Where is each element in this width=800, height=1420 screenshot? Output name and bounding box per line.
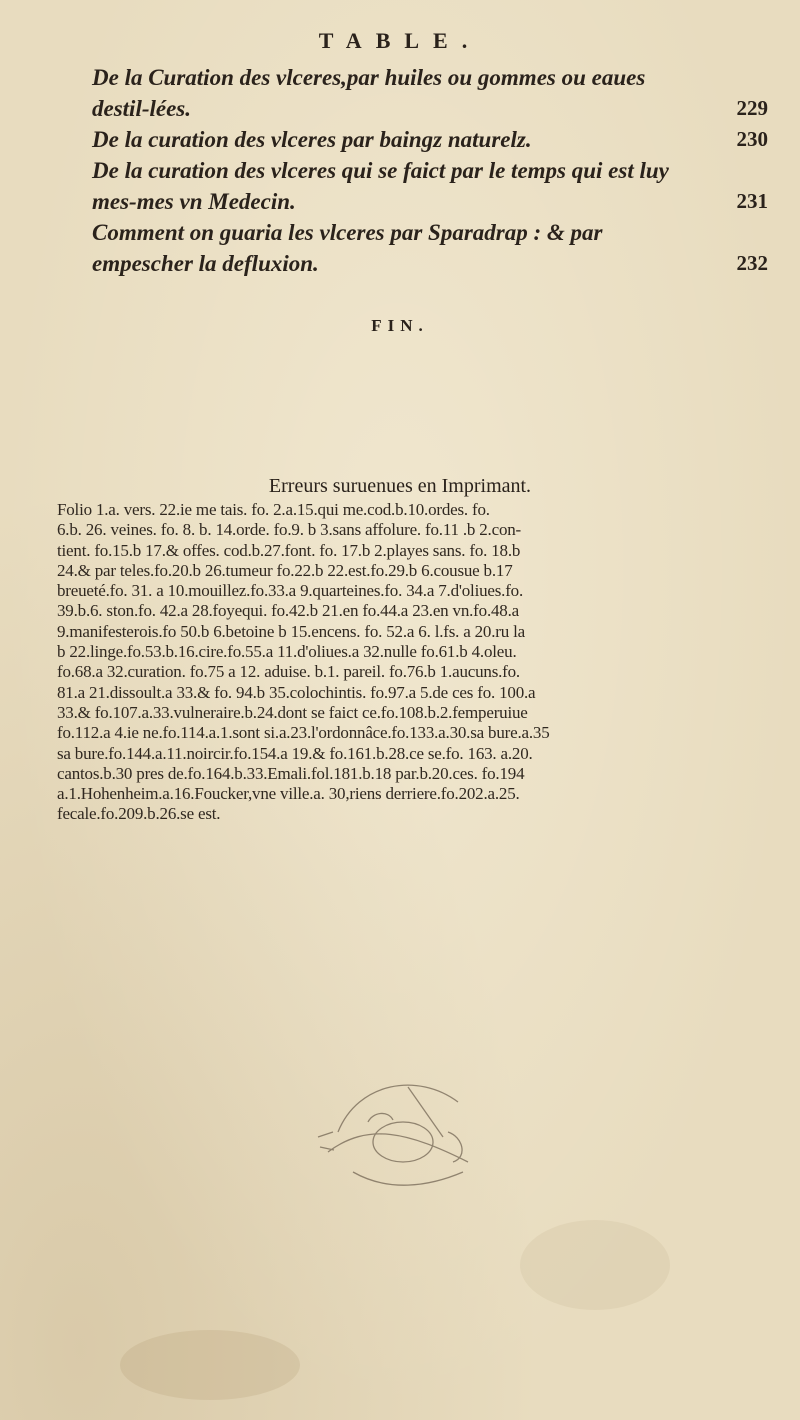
errata-line: cantos.b.30 pres de.fo.164.b.33.Emali.fol.181.b.18 par.b.20.ces. fo.194 <box>57 763 525 783</box>
running-head: TABLE. <box>318 28 482 53</box>
errata-line: 39.b.6. ston.fo. 42.a 28.foyequi. fo.42.b 21.en fo.44.a 23.en vn.fo.48.a <box>57 601 519 621</box>
errata-line: 33.& fo.107.a.33.vulneraire.b.24.dont se faict ce.fo.108.b.2.femperuiue <box>57 702 528 722</box>
errata-line: sa bure.fo.144.a.11.noircir.fo.154.a 19.& fo.161.b.28.ce se.fo. 163. a.20. <box>57 743 533 763</box>
errata-list <box>57 500 769 825</box>
fin-marker: FIN. <box>371 316 429 335</box>
errata-line: a.1.Hohenheim.a.16.Foucker,vne ville.a. 30,riens derriere.fo.202.a.25. <box>57 784 520 804</box>
errata-line: 24.& par teles.fo.20.b 26.tumeur fo.22.b 22.est.fo.29.b 6.cousue b.17 <box>57 560 513 580</box>
page-stain <box>120 1330 300 1400</box>
table-of-contents <box>54 62 768 279</box>
toc-entry <box>54 155 768 217</box>
errata-line: tient. fo.15.b 17.& offes. cod.b.27.font. fo. 17.b 2.playes sans. fo. 18.b <box>57 540 521 560</box>
errata-line: b 22.linge.fo.53.b.16.cire.fo.55.a 11.d'oliues.a 32.nulle fo.61.b 4.oleu. <box>57 642 517 662</box>
errata-line: 9.manifesterois.fo 50.b 6.betoine b 15.encens. fo. 52.a 6. l.fs. a 20.ru la <box>57 621 525 641</box>
errata-line: fo.112.a 4.ie ne.fo.114.a.1.sont si.a.23.l'ordonnâce.fo.133.a.30.sa bure.a.35 <box>57 723 550 743</box>
toc-entry-title: Comment on guaria les vlceres par Sparadrap : & par empescher la defluxion. <box>92 220 603 276</box>
toc-entry <box>54 62 768 124</box>
errata-line: 6.b. 26. veines. fo. 8. b. 14.orde. fo.9. b 3.sans affolure. fo.11 .b 2.con- <box>57 520 522 540</box>
toc-entry-title: De la Curation des vlceres,par huiles ou gommes ou eaues destil-lées. <box>92 65 646 121</box>
toc-entry-page: 231 <box>736 189 768 213</box>
errata-line: fecale.fo.209.b.26.se est. <box>57 804 221 824</box>
errata-line: breueté.fo. 31. a 10.mouillez.fo.33.a 9.quarteines.fo. 34.a 7.d'oliues.fo. <box>57 581 524 601</box>
errata-heading: Erreurs suruenues en Imprimant. <box>268 475 532 497</box>
errata-line: 81.a 21.dissoult.a 33.& fo. 94.b 35.colochintis. fo.97.a 5.de ces fo. 100.a <box>57 682 536 702</box>
toc-entry <box>54 217 768 279</box>
page-stain <box>520 1220 670 1310</box>
toc-entry-title: De la curation des vlceres qui se faict par le temps qui est luy mes-mes vn Medecin. <box>92 158 669 214</box>
toc-entry-page: 230 <box>736 127 768 151</box>
woodcut-ornament-icon <box>298 1062 508 1202</box>
errata-line: Folio 1.a. vers. 22.ie me tais. fo. 2.a.15.qui me.cod.b.10.ordes. fo. <box>57 500 490 519</box>
toc-entry-page: 229 <box>736 96 768 120</box>
toc-entry-title: De la curation des vlceres par baingz naturelz. <box>92 127 532 152</box>
errata-line: fo.68.a 32.curation. fo.75 a 12. aduise. b.1. pareil. fo.76.b 1.aucuns.fo. <box>57 662 520 682</box>
toc-entry <box>54 124 768 155</box>
toc-entry-page: 232 <box>736 251 768 275</box>
